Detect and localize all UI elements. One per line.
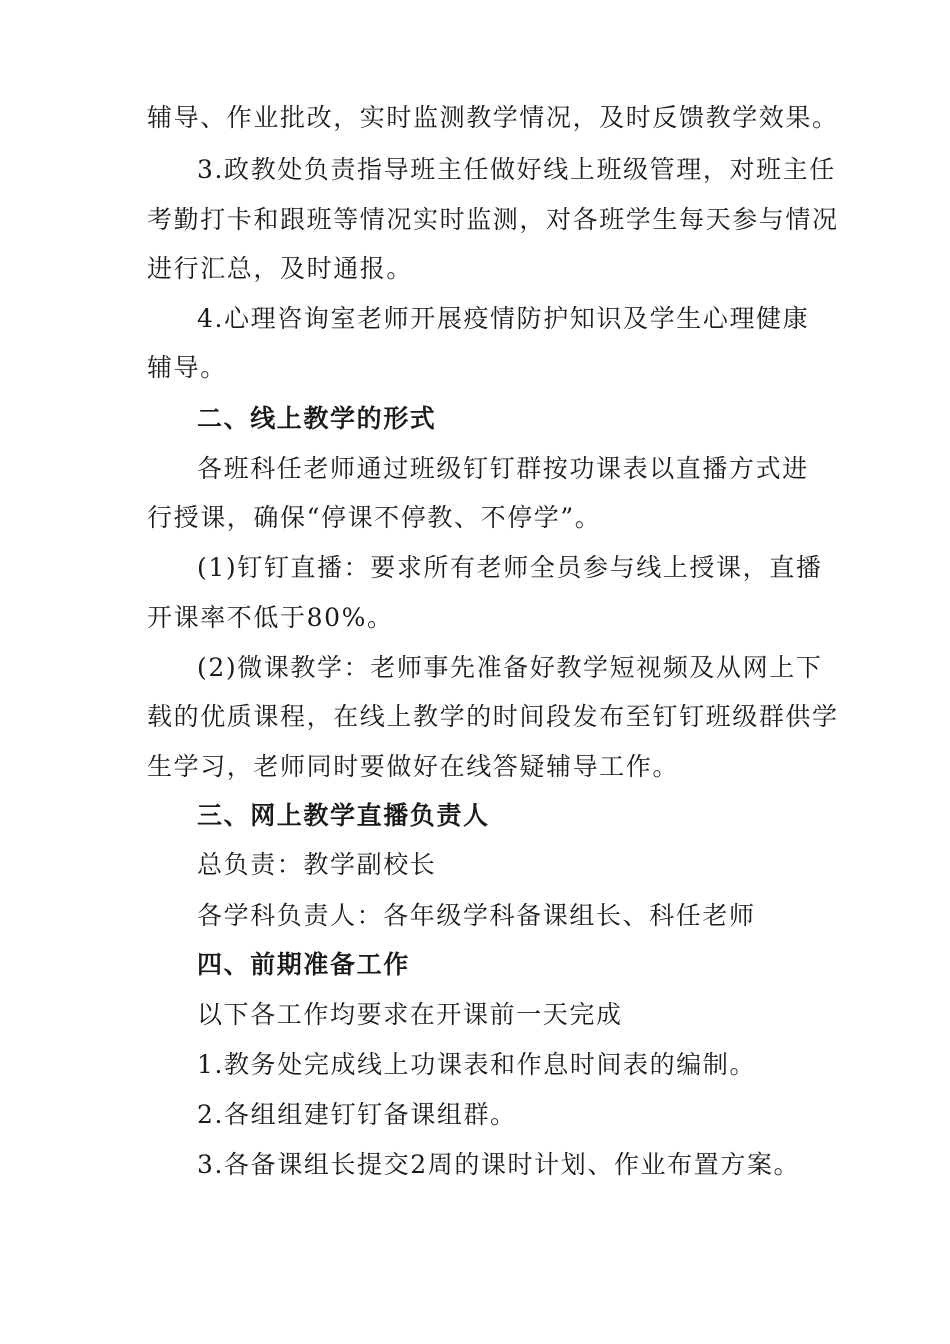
body-line: 行授课，确保“停课不停教、不停学”。 bbox=[147, 503, 602, 532]
body-line: 辅导。 bbox=[147, 353, 227, 382]
list-item-1: (1)钉钉直播：要求所有老师全员参与线上授课，直播 bbox=[197, 553, 823, 582]
section-heading-4: 四、前期准备工作 bbox=[197, 950, 410, 979]
body-line: 载的优质课程，在线上教学的时间段发布至钉钉班级群供学 bbox=[147, 702, 839, 731]
body-line: 辅导、作业批改，实时监测教学情况，及时反馈教学效果。 bbox=[147, 103, 839, 132]
section-heading-2: 二、线上教学的形式 bbox=[197, 404, 437, 433]
section-heading-3: 三、网上教学直播负责人 bbox=[197, 801, 490, 830]
list-item-4: 4.心理咨询室老师开展疫情防护知识及学生心理健康 bbox=[197, 304, 810, 333]
paragraph-line: 各学科负责人：各年级学科备课组长、科任老师 bbox=[197, 901, 756, 930]
paragraph-line: 总负责：教学副校长 bbox=[197, 850, 437, 879]
body-line: 开课率不低于80%。 bbox=[147, 603, 394, 632]
list-item-3: 3.各备课组长提交2周的课时计划、作业布置方案。 bbox=[197, 1150, 801, 1179]
list-item-2: (2)微课教学：老师事先准备好教学短视频及从网上下 bbox=[197, 653, 823, 682]
list-item-2: 2.各组组建钉钉备课组群。 bbox=[197, 1100, 517, 1129]
list-item-1: 1.教务处完成线上功课表和作息时间表的编制。 bbox=[197, 1050, 757, 1079]
body-line: 生学习，老师同时要做好在线答疑辅导工作。 bbox=[147, 752, 680, 781]
paragraph-line: 各班科任老师通过班级钉钉群按功课表以直播方式进 bbox=[197, 454, 809, 483]
paragraph-line: 以下各工作均要求在开课前一天完成 bbox=[197, 1000, 623, 1029]
list-item-3: 3.政教处负责指导班主任做好线上班级管理，对班主任 bbox=[197, 155, 836, 184]
body-line: 考勤打卡和跟班等情况实时监测，对各班学生每天参与情况 bbox=[147, 205, 839, 234]
body-line: 进行汇总，及时通报。 bbox=[147, 254, 414, 283]
